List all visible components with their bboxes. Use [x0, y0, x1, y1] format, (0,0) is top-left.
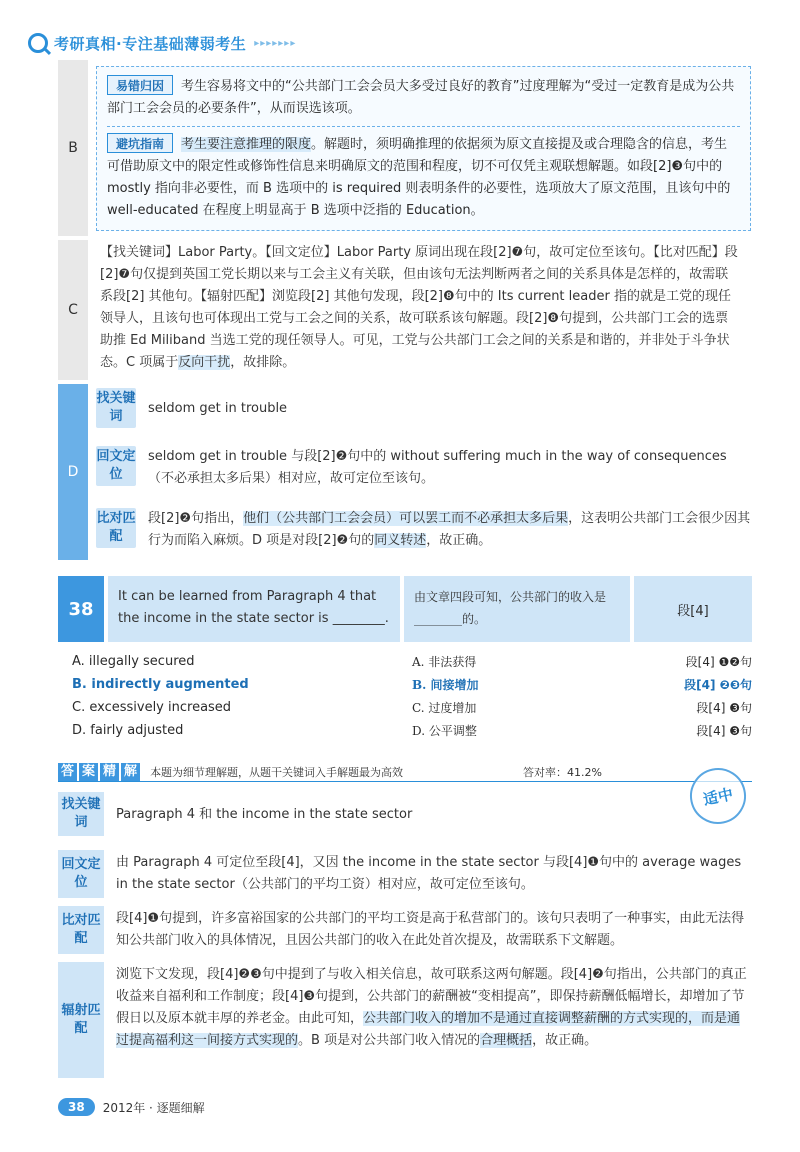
question-block	[58, 576, 752, 642]
step-text: Paragraph 4 和 the income in the state sector	[116, 807, 413, 822]
analysis-description: 本题为细节理解题，从题干关键词入手解题最为高效	[150, 765, 404, 779]
pitfall-guide-highlight: 考生要注意推理的限度	[181, 137, 312, 152]
choice-cn: C. 过度增加	[412, 701, 477, 715]
question-reference: 段[4]	[634, 576, 752, 642]
step-text-a: 浏览下文发现，段[4]❷❸句中提到了与收入相关信息，故可联系这两句解题。段[4]❷句指出，公共部门的真正收益来自福利和工作制度；段[4]❸句提到，公共部门的薪酬被“变相提高”，即保持薪酬低幅增长，却增加了节假日以及原本就丰厚的养老金。由此可知，	[116, 967, 747, 1026]
choice-cn: D. 公平调整	[412, 724, 477, 738]
choice-d	[72, 719, 752, 742]
choice-ref: 段[4] ❷❸句	[684, 678, 752, 692]
step-text: seldom get in trouble	[148, 401, 288, 416]
question-english: It can be learned from Paragraph 4 that the income in the state sector is ________.	[108, 576, 400, 642]
step-text-b: ，这表明公共部门工会很少因其行为而陷入麻烦。D 项是对段[2]❷句的	[148, 511, 751, 548]
option-c-text-b: ，故排除。	[230, 355, 296, 370]
step-text	[148, 508, 752, 552]
choice-a	[72, 650, 752, 673]
analysis-step-1	[58, 792, 748, 836]
error-cause-tag: 易错归因	[107, 75, 173, 95]
option-c-label: C	[58, 240, 88, 380]
analysis-step-4	[58, 962, 748, 1078]
question-chinese: 由文章四段可知，公共部门的收入是________的。	[404, 576, 630, 642]
analysis-step-3	[58, 906, 748, 954]
brand-title: 考研真相·专注基础薄弱考生	[54, 34, 247, 53]
choice-en: A. illegally secured	[72, 654, 195, 669]
search-logo-icon	[28, 33, 48, 53]
step-tag: 比对匹配	[96, 508, 136, 548]
choice-list	[72, 650, 752, 742]
title-char: 答	[58, 763, 77, 781]
page-number: 38	[58, 1098, 95, 1116]
choice-en: D. fairly adjusted	[72, 723, 184, 738]
step-highlight: 公共部门收入的增加不是通过直接调整薪酬的方式实现的，而是通过提高福利这一间接方式实现的	[116, 1011, 741, 1048]
option-c-row	[58, 240, 752, 380]
option-d-step-1	[96, 388, 287, 428]
option-c-highlight: 反向干扰	[178, 355, 231, 370]
option-d-label: D	[58, 384, 88, 560]
option-b-strip	[58, 60, 88, 236]
step-text: 由 Paragraph 4 可定位至段[4]，又因 the income in the state sector 与段[4]❶句中的 average wages in the state sector（公共部门的平均工资）相对应，故可定位至该句。	[116, 855, 742, 892]
title-char: 解	[121, 763, 140, 781]
choice-cn: A. 非法获得	[412, 655, 477, 669]
option-b-box	[96, 66, 751, 231]
question-number: 38	[58, 576, 104, 642]
pitfall-guide-tag: 避坑指南	[107, 133, 173, 153]
choice-ref: 段[4] ❸句	[696, 701, 752, 715]
choice-ref: 段[4] ❶❷句	[685, 655, 752, 669]
analysis-title	[58, 763, 142, 781]
step-tag: 辐射匹配	[58, 962, 104, 1078]
step-tag: 找关键词	[96, 388, 136, 428]
step-tag: 回文定位	[58, 850, 104, 898]
choice-c	[72, 696, 752, 719]
option-d-step-2	[96, 446, 752, 490]
step-highlight-2: 同义转述	[374, 533, 427, 548]
option-d-step-3	[96, 508, 752, 552]
step-text-c: ，故正确。	[532, 1033, 598, 1048]
title-char: 精	[100, 763, 119, 781]
title-char: 案	[79, 763, 98, 781]
option-c-text-a: 【找关键词】Labor Party。【回文定位】Labor Party 原词出现在段[2]❼句，故可定位至该句。【比对匹配】段[2]❼句仅提到英国工党长期以来与工会主义有关联，但由该句无法判断两者之间的关系具体是怎样的，故需联系段[2] 其他句。【辐射匹配】浏览段[2] 其他句发现，段[2]❽句中的 Its current leader 指的就是工党的现任领导人，且该句也可体现出工党与工会之间的关系，故可联系该句解题。段[2]❽句提到，公共部门工会的选票助推 Ed Miliband 当选工党的现任领导人。可见，工党与公共部门工会之间的关系是和谐的，并非处于斗争状态。C 项属于	[100, 245, 738, 370]
analysis-header	[58, 762, 752, 782]
correct-rate: 答对率：41.2%	[523, 765, 602, 779]
step-tag: 比对匹配	[58, 906, 104, 954]
step-tag: 找关键词	[58, 792, 104, 836]
option-c-text	[88, 240, 752, 380]
error-cause-paragraph	[97, 67, 750, 120]
footer-title: 2012年 · 逐题细解	[102, 1100, 205, 1115]
choice-b	[72, 673, 752, 696]
option-b-label: B	[68, 140, 78, 156]
page-header	[28, 32, 296, 54]
step-text: seldom get in trouble 与段[2]❷句中的 without suffering much in the way of consequences（不必承担太多后果）相对应，故可定位至该句。	[148, 449, 727, 486]
dashed-divider	[107, 126, 740, 127]
error-cause-text: 考生容易将文中的“公共部门工会会员大多受过良好的教育”过度理解为“受过一定教育是成为公共部门工会会员的必要条件”，从而误选该项。	[107, 79, 735, 116]
analysis-step-2	[58, 850, 748, 898]
step-text: 段[4]❶句提到，许多富裕国家的公共部门的平均工资是高于私营部门的。该句只表明了一种事实，由此无法得知公共部门收入的具体情况，且因公共部门的收入在此处首次提及，故需联系下文解题。	[116, 911, 745, 948]
page-footer	[58, 1098, 205, 1116]
choice-en: C. excessively increased	[72, 700, 232, 715]
choice-en: B. indirectly augmented	[72, 677, 249, 692]
step-highlight-2: 合理概括	[480, 1033, 533, 1048]
pitfall-guide-text: 。解题时，须明确推理的依据须为原文直接提及或合理隐含的信息，考生可借助原文中的限定性或修饰性信息来明确原文的范围和程度，切不可仅凭主观联想解题。如段[2]❸句中的 mostly 指向非必要性，而 B 选项中的 is required 则表明条件的必要性，选项放大了原文范围，且该句中的 well-educated 在程度上明显高于 B 选项中泛指的 Education。	[107, 137, 731, 218]
arrow-decoration: ▸▸▸▸▸▸▸	[254, 37, 297, 49]
option-d-strip	[58, 384, 88, 560]
difficulty-stamp: 适中	[685, 763, 751, 829]
step-highlight: 他们（公共部门工会会员）可以罢工而不必承担太多后果	[243, 511, 569, 526]
step-text-a: 段[2]❷句指出，	[148, 511, 244, 526]
step-text	[116, 962, 748, 1078]
choice-cn: B. 间接增加	[412, 678, 479, 692]
step-tag: 回文定位	[96, 446, 136, 486]
step-text-b: 。B 项是对公共部门收入情况的	[298, 1033, 481, 1048]
step-text-c: ，故正确。	[426, 533, 492, 548]
pitfall-guide-paragraph	[97, 133, 750, 222]
choice-ref: 段[4] ❸句	[696, 724, 752, 738]
